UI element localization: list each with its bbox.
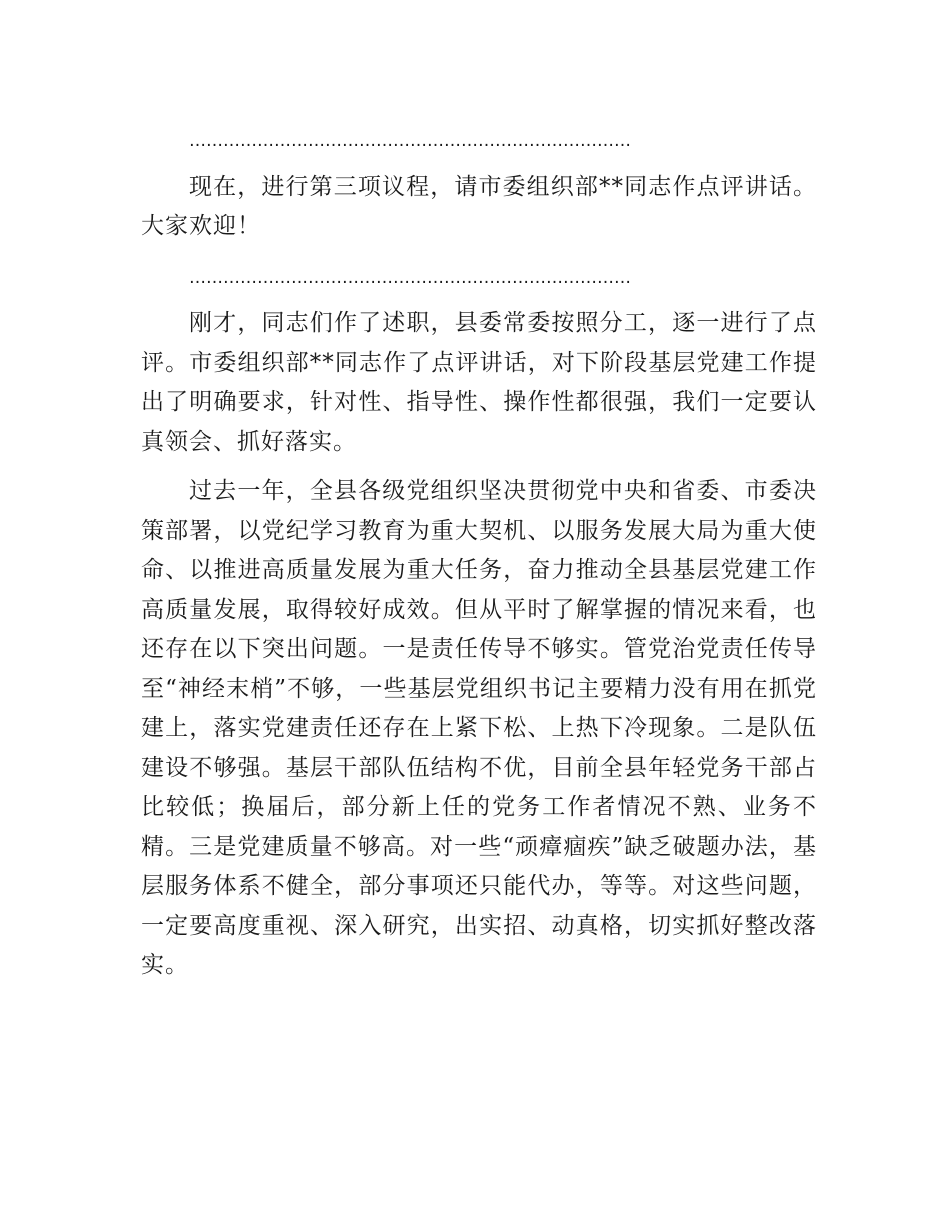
paragraph-2: 刚才，同志们作了述职，县委常委按照分工，逐一进行了点评。市委组织部**同志作了点评讲话，对下阶段基层党建工作提出了明确要求，针对性、指导性、操作性都很强，我们一定要认真领会、抓好落实。 — [141, 310, 817, 455]
separator-middle: …………………………………………………………………… — [189, 267, 631, 288]
paragraph-3: 过去一年，全县各级党组织坚决贯彻党中央和省委、市委决策部署，以党纪学习教育为重大契机、以服务发展大局为重大使命、以推进高质量发展为重大任务，奋力推动全县基层党建工作高质量发展，取得较好成效。但从平时了解掌握的情况来看，也还存在以下突出问题。一是责任传导不够实。管党治党责任传导至“神经末梢”不够，一些基层党组织书记主要精力没有用在抓党建上，落实党建责任还存在上紧下松、上热下冷现象。二是队伍建设不够强。基层干部队伍结构不优，目前全县年轻党务干部占比较低；换届后，部分新上任的党务工作者情况不熟、业务不精。三是党建质量不够高。对一些“顽瘴痼疾”缺乏破题办法，基层服务体系不健全，部分事项还只能代办，等等。对这些问题，一定要高度重视、深入研究，出实招、动真格，切实抓好整改落实。 — [141, 478, 817, 978]
paragraph-1: 现在，进行第三项议程，请市委组织部**同志作点评讲话。大家欢迎！ — [141, 173, 817, 239]
separator-top: …………………………………………………………………… — [189, 131, 631, 151]
document-body — [141, 122, 817, 996]
